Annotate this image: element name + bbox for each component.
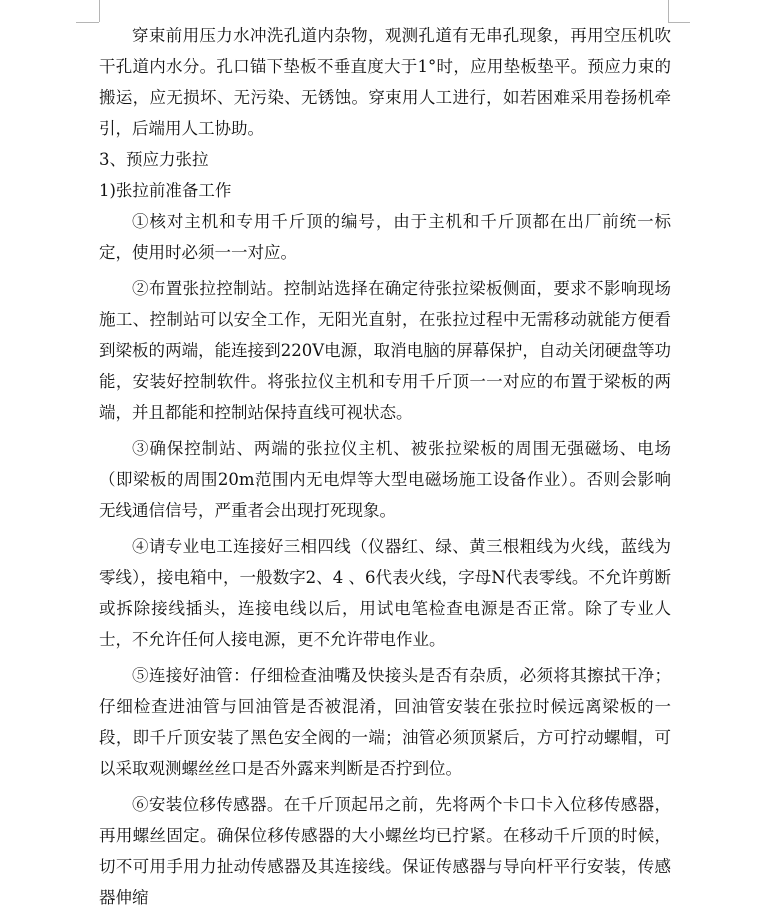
paragraph-item-4: ④请专业电工连接好三相四线（仪器红、绿、黄三根粗线为火线，蓝线为零线），接电箱中，一般数字2、4 、6代表火线，字母N代表零线。不允许剪断或拆除接线插头，连接电线以后，用试电笔检查电源是否正常。除了专业人士，不允许任何人接电源，更不允许带电作业。 [99, 537, 671, 649]
page-corner-mark-right-h [668, 22, 690, 23]
paragraph-item-2: ②布置张拉控制站。控制站选择在确定待张拉梁板侧面，要求不影响现场施工、控制站可以安全工作，无阳光直射，在张拉过程中无需移动就能方便看到梁板的两端，能连接到220V电源，取消电脑的屏幕保护，自动关闭硬盘等功能，安装好控制软件。将张拉仪主机和专用千斤顶一一对应的布置于梁板的两端，并且都能和控制站保持直线可视状态。 [99, 279, 671, 422]
document-page [99, 20, 671, 913]
subsection-heading-preparation: 1)张拉前准备工作 [99, 181, 232, 200]
paragraph-item-5: ⑤连接好油管：仔细检查油嘴及快接头是否有杂质，必须将其擦拭干净；仔细检查进油管与回油管是否被混淆，回油管安装在张拉时候远离梁板的一段，即千斤顶安装了黑色安全阀的一端；油管必须顶紧后，方可拧动螺帽，可以采取观测螺丝丝口是否外露来判断是否拧到位。 [99, 666, 671, 778]
paragraph-item-1: ①核对主机和专用千斤顶的编号，由于主机和千斤顶都在出厂前统一标定，使用时必须一一对应。 [99, 212, 671, 262]
page-corner-mark-left [99, 0, 100, 22]
section-heading-prestress-tension: 3、预应力张拉 [99, 150, 209, 169]
page-corner-mark-left-h [76, 22, 99, 23]
paragraph-item-3: ③确保控制站、两端的张拉仪主机、被张拉梁板的周围无强磁场、电场（即梁板的周围20m范围内无电焊等大型电磁场施工设备作业）。否则会影响无线通信信号，严重者会出现打死现象。 [99, 439, 671, 520]
paragraph-threading: 穿束前用压力水冲洗孔道内杂物，观测孔道有无串孔现象，再用空压机吹干孔道内水分。孔口锚下垫板不垂直度大于1°时，应用垫板垫平。预应力束的搬运，应无损坏、无污染、无锈蚀。穿束用人工进行，如若困难采用卷扬机牵引，后端用人工协助。 [99, 26, 671, 138]
paragraph-item-6: ⑥安装位移传感器。在千斤顶起吊之前，先将两个卡口卡入位移传感器，再用螺丝固定。确保位移传感器的大小螺丝均已拧紧。在移动千斤顶的时候，切不可用手用力扯动传感器及其连接线。保证传感器与导向杆平行安装，传感器伸缩 [99, 795, 671, 907]
page-corner-mark-right [668, 0, 669, 22]
